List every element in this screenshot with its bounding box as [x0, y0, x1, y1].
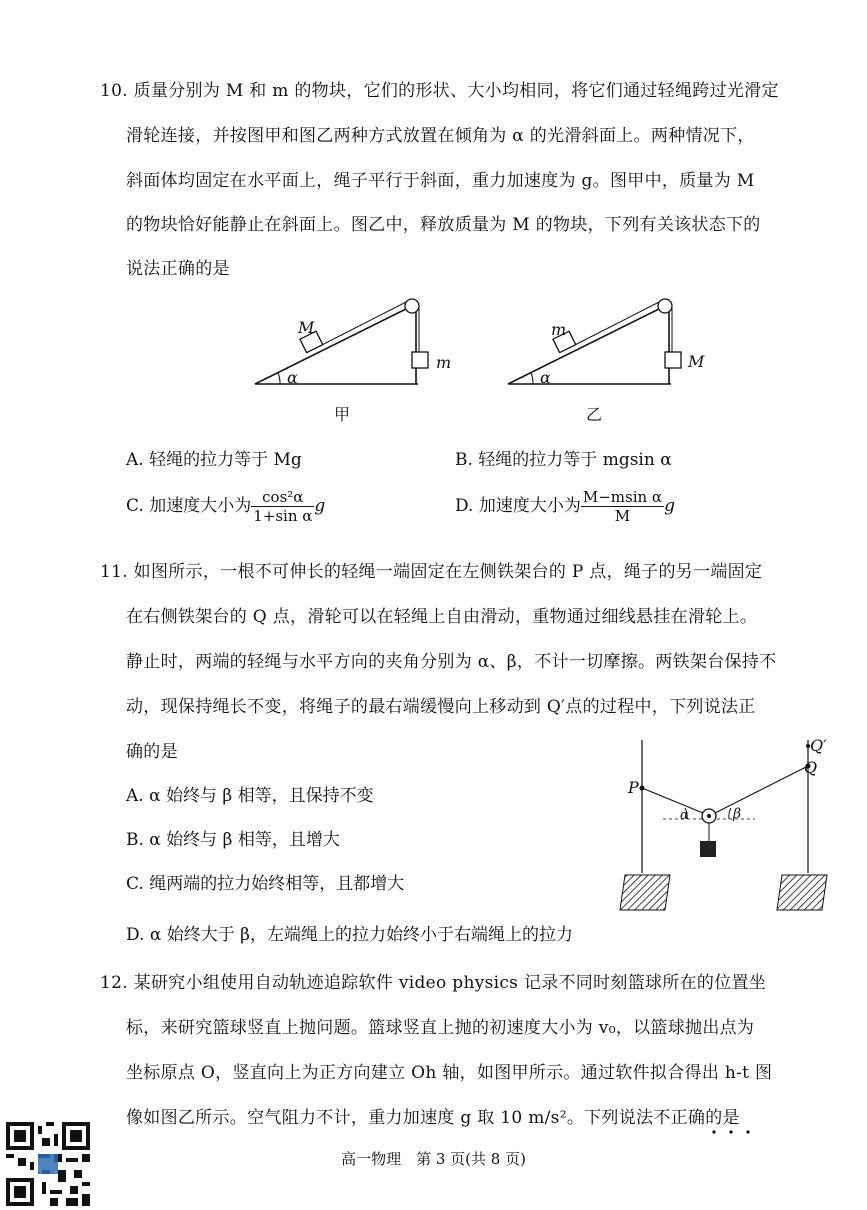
fig-yi-hanging-label: M	[688, 352, 705, 371]
q12-line-4: 像如图乙所示。空气阻力不计，重力加速度 g 取 10 m/s²。下列说法不正确的是	[126, 1108, 740, 1128]
q11-option-c: C. 绳两端的拉力始终相等，且都增大	[126, 874, 405, 894]
q10-figure-jia	[250, 292, 450, 392]
fig-jia-caption: 甲	[334, 405, 351, 424]
q11-line-1: 11. 如图所示，一根不可伸长的轻绳一端固定在左侧铁架台的 P 点，绳子的另一端固定	[100, 562, 763, 582]
fig-jia-block-label: M	[298, 318, 315, 337]
q10-option-c	[126, 488, 325, 525]
q11-option-a: A. α 始终与 β 相等，且保持不变	[126, 786, 374, 806]
q11-line-2: 在右侧铁架台的 Q 点，滑轮可以在轻绳上自由滑动，重物通过细线悬挂在滑轮上。	[126, 607, 758, 627]
q12-line-1: 12. 某研究小组使用自动轨迹追踪软件 video physics 记录不同时刻篮球所在的位置坐	[100, 973, 767, 993]
q11-line-3: 静止时，两端的轻绳与水平方向的夹角分别为 α、β，不计一切摩擦。两铁架台保持不	[126, 652, 777, 672]
q10-line-3: 斜面体均固定在水平面上，绳子平行于斜面，重力加速度为 g。图甲中，质量为 M	[126, 171, 755, 191]
q11-option-b: B. α 始终与 β 相等，且增大	[126, 830, 340, 850]
q11-label-p: P	[628, 778, 639, 797]
fig-yi-angle-label: α	[540, 368, 551, 387]
q10-option-c-fraction	[251, 488, 314, 525]
q10-option-d-prefix: D. 加速度大小为	[455, 496, 581, 516]
q11-label-alpha: α	[680, 808, 689, 823]
q11-option-d: D. α 始终大于 β，左端绳上的拉力始终小于右端绳上的拉力	[126, 925, 573, 945]
q11-line-5: 确的是	[126, 742, 178, 762]
q10-option-c-suffix: g	[314, 496, 326, 516]
q10-line-1: 10. 质量分别为 M 和 m 的物块，它们的形状、大小均相同，将它们通过轻绳跨过光滑定	[100, 81, 779, 101]
fig-jia-hanging-label: m	[436, 353, 452, 372]
q12-line-3: 坐标原点 O，竖直向上为正方向建立 Oh 轴，如图甲所示。通过软件拟合得出 h-t 图	[126, 1063, 773, 1083]
q10-option-c-prefix: C. 加速度大小为	[126, 496, 252, 516]
q10-figure-yi	[503, 292, 703, 392]
q11-label-q-prime: Q′	[810, 736, 827, 755]
q10-line-4: 的物块恰好能静止在斜面上。图乙中，释放质量为 M 的物块，下列有关该状态下的	[126, 215, 761, 235]
q11-label-beta: β	[733, 806, 742, 822]
fig-yi-block-label: m	[551, 320, 567, 339]
q10-option-d-suffix: g	[664, 496, 675, 516]
q12-line-2: 标，来研究篮球竖直上抛问题。篮球竖直上抛的初速度大小为 v₀，以篮球抛出点为	[126, 1018, 755, 1038]
q10-option-d-fraction	[581, 488, 664, 525]
q10-option-d-denominator: M	[614, 507, 631, 525]
q10-option-b: B. 轻绳的拉力等于 mgsin α	[455, 450, 672, 470]
q10-option-c-denominator: 1+sin α	[253, 507, 313, 525]
q10-option-d	[455, 488, 675, 525]
page-footer: 高一物理 第 3 页(共 8 页)	[341, 1150, 526, 1168]
fig-yi-caption: 乙	[586, 405, 603, 424]
q10-option-c-numerator: cos²α	[251, 488, 314, 507]
emphasis-dots	[700, 1128, 760, 1136]
q10-option-a: A. 轻绳的拉力等于 Mg	[126, 450, 302, 470]
q11-label-q: Q	[804, 758, 818, 777]
q10-line-5: 说法正确的是	[126, 259, 230, 279]
fig-jia-angle-label: α	[287, 368, 298, 387]
q10-option-d-numerator: M−msin α	[582, 488, 663, 506]
q10-line-2: 滑轮连接，并按图甲和图乙两种方式放置在倾角为 α 的光滑斜面上。两种情况下，	[126, 126, 755, 146]
q11-line-4: 动，现保持绳长不变，将绳子的最右端缓慢向上移动到 Q′点的过程中，下列说法正	[126, 697, 756, 717]
